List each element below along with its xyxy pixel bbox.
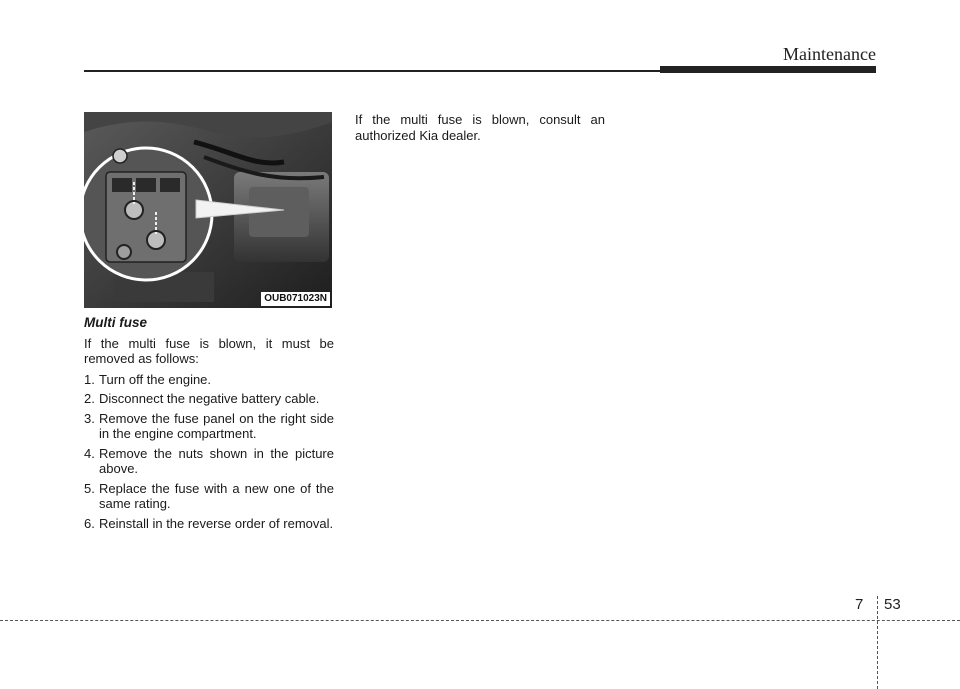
fuse-cell-shape: [160, 178, 180, 192]
fuse-photo: [84, 112, 332, 308]
step-item: [84, 372, 334, 388]
fuse-cell-shape: [112, 178, 132, 192]
step-number: 5.: [84, 480, 95, 496]
step-item: [84, 391, 334, 407]
step-text: Disconnect the negative battery cable.: [99, 391, 320, 406]
terminal-shape: [113, 149, 127, 163]
step-item: [84, 411, 334, 442]
removal-steps: [84, 372, 334, 532]
nut-shape: [117, 245, 131, 259]
page-number: 53: [884, 596, 901, 613]
step-text: Turn off the engine.: [99, 371, 212, 387]
step-number: 1.: [84, 371, 95, 387]
step-item: [84, 481, 334, 512]
subheading: Multi fuse: [84, 315, 147, 330]
step-item: [84, 516, 334, 532]
chapter-number: 7: [855, 596, 864, 613]
engine-bay-illustration: [84, 112, 332, 308]
step-number: 6.: [84, 515, 95, 531]
step-item: [84, 446, 334, 477]
step-text: Remove the fuse panel on the right side in the engine compartment.: [99, 410, 334, 441]
step-text: Reinstall in the reverse order of removal.: [99, 515, 334, 531]
left-column: [84, 315, 334, 535]
step-number: 3.: [84, 410, 95, 426]
step-text: Remove the nuts shown in the picture above.: [99, 445, 334, 476]
header-rule-thick: [660, 66, 876, 73]
step-number: 2.: [84, 391, 95, 406]
dealer-paragraph: If the multi fuse is blown, consult an authorized Kia dealer.: [355, 112, 605, 143]
figure-code: OUB071023N: [261, 292, 330, 306]
section-title: Maintenance: [783, 44, 876, 64]
footer-rule: [0, 620, 960, 621]
intro-paragraph: If the multi fuse is blown, it must be removed as follows:: [84, 335, 334, 366]
right-column: [355, 112, 605, 143]
step-number: 4.: [84, 445, 95, 461]
header-rule-thin: [84, 70, 660, 72]
footer-separator: [877, 596, 878, 689]
step-text: Replace the fuse with a new one of the same rating.: [99, 480, 334, 511]
fuse-cell-shape: [136, 178, 156, 192]
